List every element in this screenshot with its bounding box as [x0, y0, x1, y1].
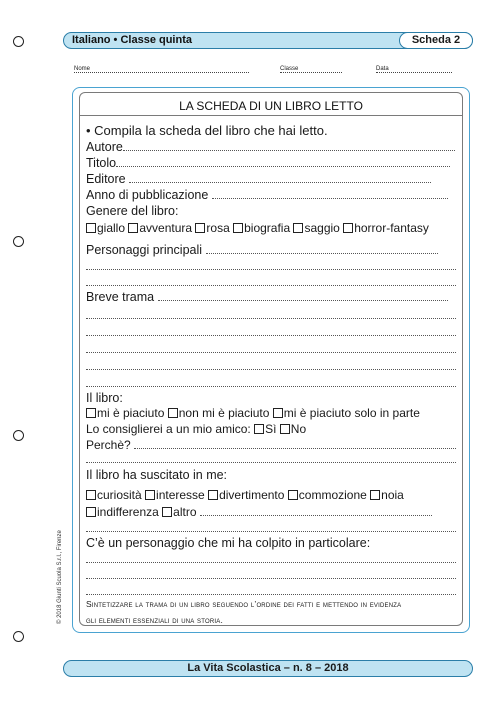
- personaggi-field[interactable]: [206, 245, 438, 254]
- emotion-interesse: interesse: [156, 488, 205, 502]
- answer-line[interactable]: [86, 351, 456, 353]
- binder-hole: [13, 631, 24, 642]
- checkbox[interactable]: [145, 490, 155, 500]
- genre-saggio: saggio: [304, 221, 340, 235]
- genre-giallo: giallo: [97, 221, 126, 235]
- emotion-options-row2: [86, 505, 456, 519]
- recommend-row: [86, 422, 456, 436]
- liked-options: [86, 406, 456, 420]
- checkbox[interactable]: [168, 408, 178, 418]
- checkbox[interactable]: [293, 223, 303, 233]
- checkbox[interactable]: [195, 223, 205, 233]
- binder-hole: [13, 236, 24, 247]
- instruction: • Compila la scheda del libro che hai letto.: [86, 123, 328, 138]
- option-si: Sì: [265, 422, 277, 436]
- option-no: No: [290, 422, 307, 436]
- checkbox[interactable]: [288, 490, 298, 500]
- answer-line[interactable]: [86, 530, 456, 532]
- nome-field[interactable]: [74, 66, 249, 73]
- option-piaciuto: mi è piaciuto: [97, 406, 165, 420]
- name-row: [74, 66, 470, 76]
- emotion-indifferenza: indifferenza: [97, 505, 159, 519]
- emotion-curiosita: curiosità: [97, 488, 142, 502]
- nome-label: Nome: [74, 66, 91, 72]
- genre-biografia: biografia: [244, 221, 291, 235]
- classe-field[interactable]: [280, 66, 342, 73]
- checkbox[interactable]: [370, 490, 380, 500]
- checkbox[interactable]: [86, 507, 96, 517]
- copyright-text: © 2018 Giunti Scuola S.r.l., Firenze: [57, 530, 63, 624]
- perche-field[interactable]: [134, 440, 456, 449]
- answer-line[interactable]: [86, 577, 456, 579]
- checkbox[interactable]: [233, 223, 243, 233]
- answer-line[interactable]: [86, 317, 456, 319]
- note-line-1: Sintetizzare la trama di un libro seguendo l’ordine dei fatti e mettendo in evidenza: [86, 599, 402, 609]
- option-in-parte: mi è piaciuto solo in parte: [283, 406, 420, 420]
- consiglierei-label: Lo consiglierei a un mio amico:: [86, 422, 251, 436]
- checkbox[interactable]: [280, 424, 290, 434]
- emotion-options-row1: [86, 488, 456, 502]
- personaggio-question: C’è un personaggio che mi ha colpito in particolare:: [86, 536, 371, 550]
- answer-line[interactable]: [86, 368, 456, 370]
- autore-label: Autore: [86, 140, 123, 154]
- checkbox[interactable]: [86, 490, 96, 500]
- genre-options: [86, 221, 456, 235]
- checkbox[interactable]: [86, 223, 96, 233]
- trama-label: Breve trama: [86, 290, 155, 304]
- checkbox[interactable]: [86, 408, 96, 418]
- worksheet-inner: [79, 92, 463, 626]
- emotion-commozione: commozione: [298, 488, 367, 502]
- perche-label: Perchè?: [86, 438, 131, 452]
- editore-label: Editore: [86, 172, 126, 186]
- titolo-field[interactable]: [116, 158, 450, 167]
- checkbox[interactable]: [273, 408, 283, 418]
- answer-line[interactable]: [86, 284, 456, 286]
- worksheet-frame: [72, 87, 470, 633]
- data-label: Data: [376, 66, 389, 72]
- subject-label: Italiano • Classe quinta: [72, 34, 192, 46]
- answer-line[interactable]: [86, 461, 456, 463]
- genre-rosa: rosa: [206, 221, 230, 235]
- editore-field[interactable]: [129, 174, 431, 183]
- suscitato-label: Il libro ha suscitato in me:: [86, 468, 228, 482]
- altro-field[interactable]: [200, 507, 432, 516]
- footer-bar: La Vita Scolastica – n. 8 – 2018: [63, 660, 473, 677]
- autore-field[interactable]: [123, 142, 456, 151]
- genre-horror-fantasy: horror-fantasy: [354, 221, 429, 235]
- note-line-2: gli elementi essenziali di una storia.: [86, 615, 224, 625]
- binder-hole: [13, 36, 24, 47]
- header-bar: [63, 32, 473, 49]
- il-libro-label: Il libro:: [86, 391, 123, 405]
- checkbox[interactable]: [128, 223, 138, 233]
- option-non-piaciuto: non mi è piaciuto: [178, 406, 270, 420]
- anno-field[interactable]: [212, 190, 448, 199]
- trama-field[interactable]: [158, 292, 448, 301]
- data-field[interactable]: [376, 66, 452, 73]
- emotion-altro: altro: [173, 505, 197, 519]
- answer-line[interactable]: [86, 561, 456, 563]
- emotion-noia: noia: [381, 488, 404, 502]
- answer-line[interactable]: [86, 334, 456, 336]
- checkbox[interactable]: [162, 507, 172, 517]
- answer-line[interactable]: [86, 385, 456, 387]
- classe-label: Classe: [280, 66, 299, 72]
- personaggi-label: Personaggi principali: [86, 243, 203, 257]
- binder-hole: [13, 430, 24, 441]
- anno-label: Anno di pubblicazione: [86, 188, 209, 202]
- sheet-number: Scheda 2: [399, 32, 473, 49]
- titolo-label: Titolo: [86, 156, 117, 170]
- checkbox[interactable]: [254, 424, 264, 434]
- title-divider: [80, 115, 462, 116]
- genre-avventura: avventura: [139, 221, 193, 235]
- answer-line[interactable]: [86, 268, 456, 270]
- genere-label: Genere del libro:: [86, 204, 179, 218]
- worksheet-title: LA SCHEDA DI UN LIBRO LETTO: [179, 99, 363, 113]
- checkbox[interactable]: [343, 223, 353, 233]
- emotion-divertimento: divertimento: [219, 488, 285, 502]
- checkbox[interactable]: [208, 490, 218, 500]
- answer-line[interactable]: [86, 593, 456, 595]
